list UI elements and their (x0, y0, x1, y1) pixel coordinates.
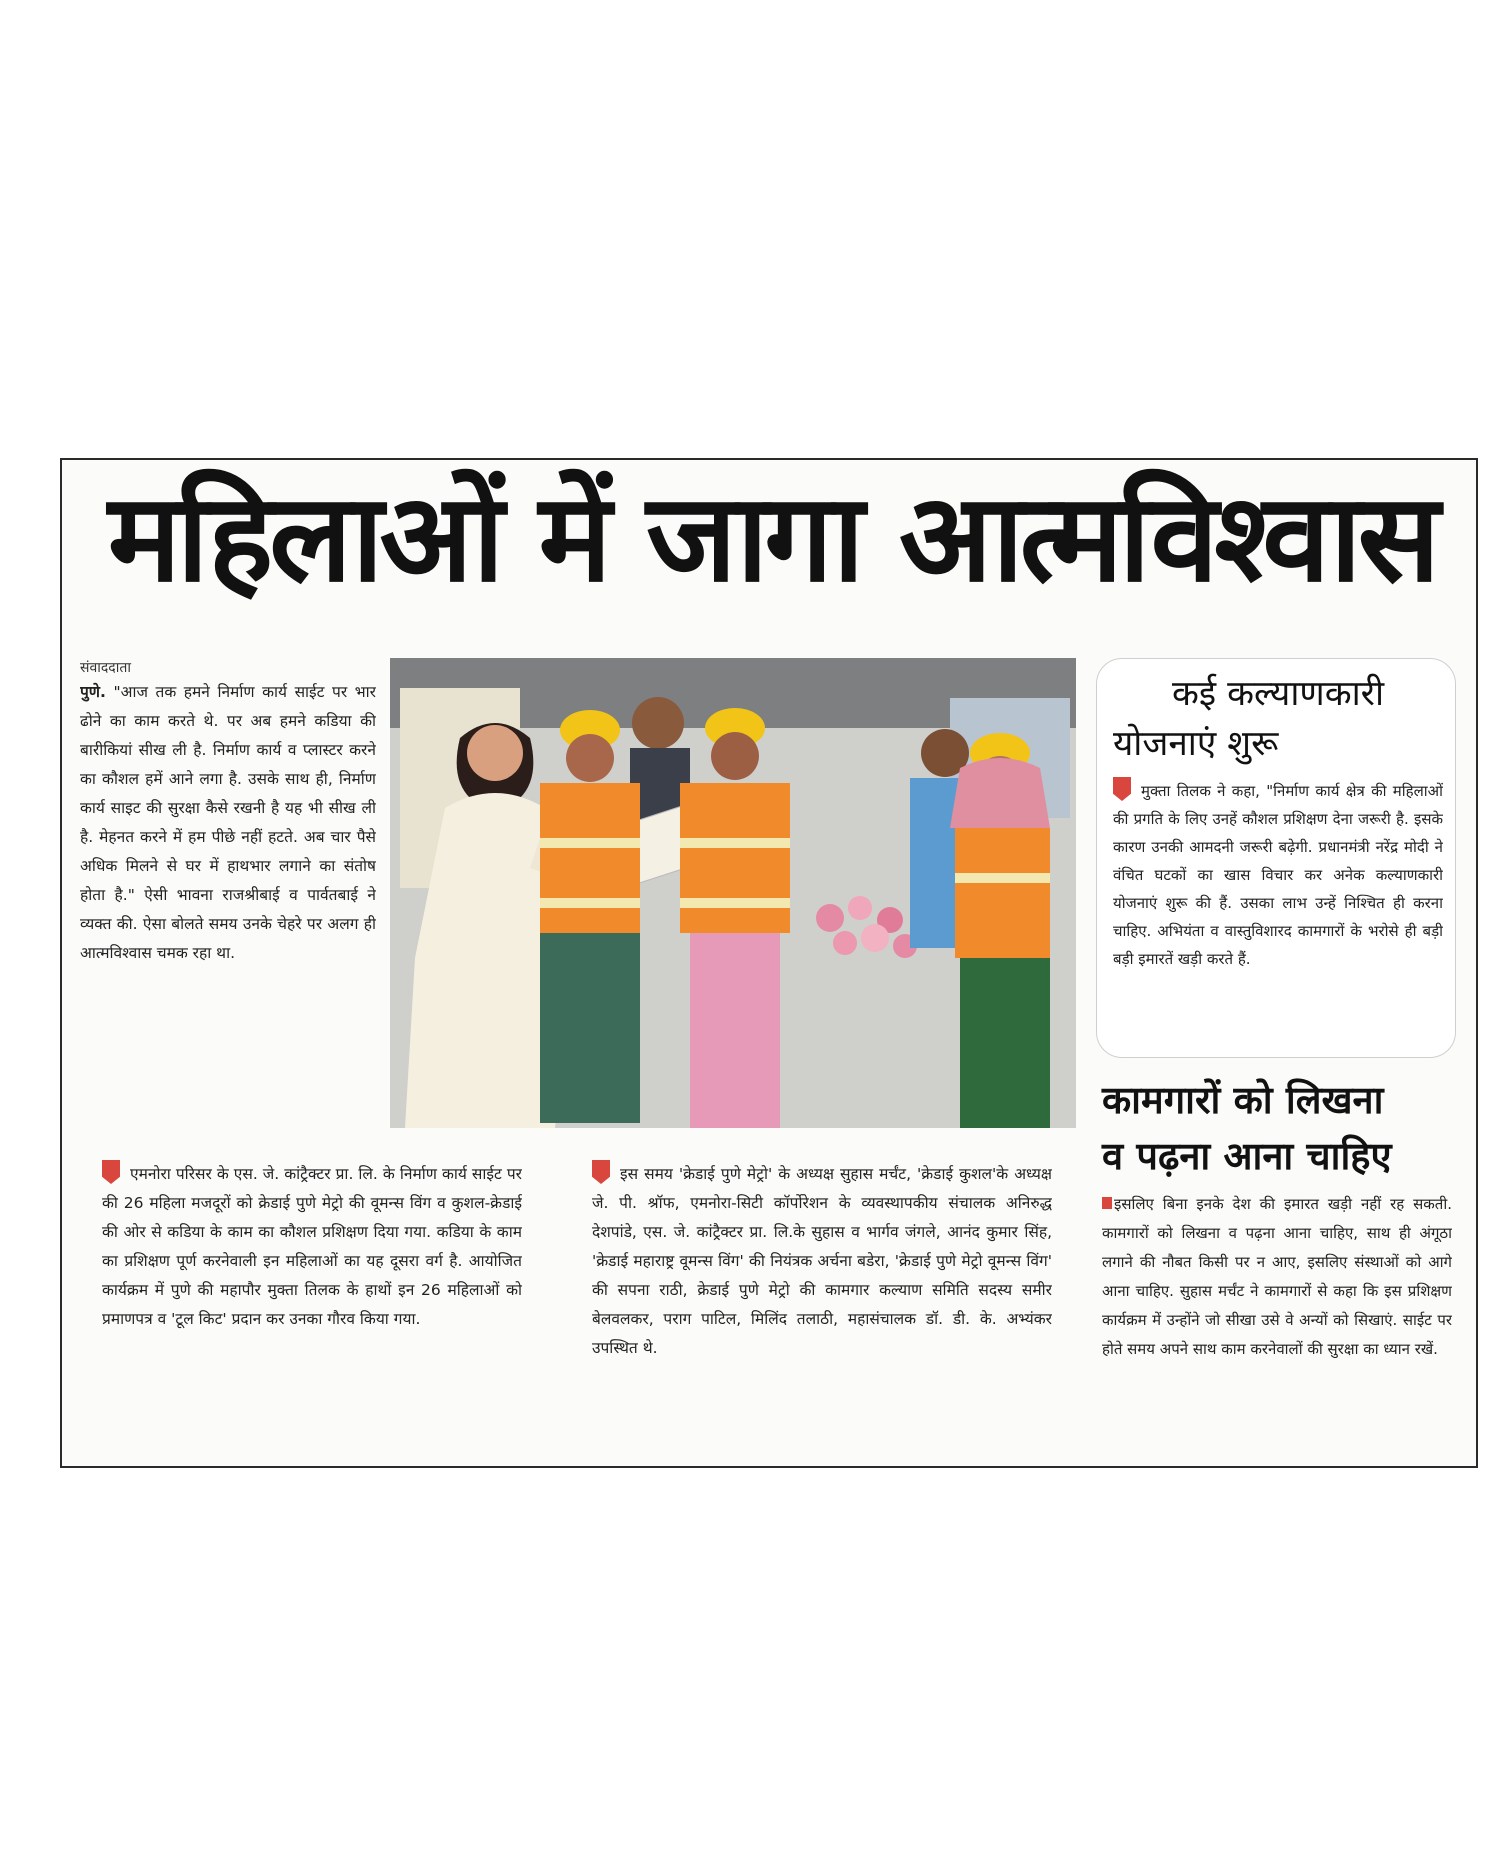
newspaper-clipping (60, 458, 1478, 1468)
bullet-marker (1102, 1197, 1112, 1209)
sidebar-box (1096, 658, 1456, 1058)
column-1 (80, 658, 376, 1134)
byline: संवाददाता (80, 660, 131, 676)
column-2 (102, 1160, 522, 1440)
bullet-marker (102, 1160, 120, 1184)
column-3-body: इस समय 'क्रेडाई पुणे मेट्रो' के अध्यक्ष सुहास मर्चंट, 'क्रेडाई कुशल'के अध्यक्ष जे. पी. श्रॉफ, एमनोरा-सिटी कॉर्पोरेशन के व्यवस्थापकीय संचालक अनिरुद्ध देशपांडे, एस. जे. कांट्रैक्टर प्रा. लि.के सुहास व भार्गव जंगले, आनंद कुमार सिंह, 'क्रेडाई महाराष्ट्र वूमन्स विंग' की नियंत्रक अर्चना बडेरा, 'क्रेडाई पुणे मेट्रो वूमन्स विंग' की सपना राठी, क्रेडाई पुणे मेट्रो की कामगार कल्याण समिति सदस्य समीर बेलवलकर, पराग पाटिल, मिलिंद तलाठी, महासंचालक डॉ. डी. के. अभ्यंकर उपस्थित थे. (592, 1165, 1052, 1357)
photo-illustration (390, 658, 1076, 1128)
sidebar-text (1113, 777, 1443, 1047)
right-lower-body: इसलिए बिना इनके देश की इमारत खड़ी नहीं रह सकती. कामगारों को लिखना व पढ़ना आना चाहिए, साथ ही अंगूठा लगाने की नौबत किसी पर न आए, इसलिए संस्थाओं को आगे आना चाहिए. सुहास मर्चंट ने कामगारों से कहा कि इस प्रशिक्षण कार्यक्रम में उन्होंने जो सीखा उसे वे अन्यों को सिखाएं. साईट पर होते समय अपने साथ काम करनेवालों की सुरक्षा का ध्यान रखें. (1102, 1195, 1452, 1358)
right-lower-heading (1102, 1072, 1462, 1184)
sidebar-heading (1113, 669, 1443, 769)
bullet-marker (1113, 777, 1131, 801)
column-1-body: "आज तक हमने निर्माण कार्य साईट पर भार ढोने का काम करते थे. पर अब हमने कडिया की बारीकियां सीख ली है. निर्माण कार्य व प्लास्टर करने का कौशल हमें आने लगा है. उसके साथ ही, निर्माण कार्य साइट की सुरक्षा कैसे रखनी है यह भी सीख ली है. मेहनत करने में हम पीछे नहीं हटते. अब चार पैसे अधिक मिलने से घर में हाथभार लगाने का संतोष होता है." ऐसी भावना राजश्रीबाई व पार्वतबाई ने व्यक्त की. ऐसा बोलते समय उनके चेहरे पर अलग ही आत्मविश्वास चमक रहा था. (80, 683, 376, 962)
column-1-text (80, 678, 376, 968)
bullet-marker (592, 1160, 610, 1184)
sidebar-heading-line-1: कई कल्याणकारी (1171, 674, 1385, 714)
headline: महिलाओं में जागा आत्मविश्वास (107, 468, 1437, 608)
sidebar-heading-line-2: योजनाएं शुरू (1113, 724, 1279, 764)
right-lower-heading-line-2: व पढ़ना आना चाहिए (1102, 1134, 1392, 1178)
column-2-body: एमनोरा परिसर के एस. जे. कांट्रैक्टर प्रा. लि. के निर्माण कार्य साईट पर की 26 महिला मजदूरों को क्रेडाई पुणे मेट्रो की वूमन्स विंग व कुशल-क्रेडाई की ओर से कडिया के काम का कौशल प्रशिक्षण दिया गया. कडिया के काम का प्रशिक्षण पूर्ण करनेवाली इन महिलाओं का यह दूसरा वर्ग है. आयोजित कार्यक्रम में पुणे की महापौर मुक्ता तिलक के हाथों इन 26 महिलाओं को प्रमाणपत्र व 'टूल किट' प्रदान कर उनका गौरव किया गया. (102, 1165, 522, 1328)
worker-woman-3 (950, 733, 1050, 1128)
dateline-city: पुणे. (80, 683, 106, 701)
event-photo (390, 658, 1076, 1128)
sidebar-body: मुक्ता तिलक ने कहा, "निर्माण कार्य क्षेत्र की महिलाओं की प्रगति के लिए उनहें कौशल प्रशिक्षण देना जरूरी है. इसके कारण उनकी आमदनी जरूरी बढ़ेगी. प्रधानमंत्री नरेंद्र मोदी ने वंचित घटकों का खास विचार कर अनेक कल्याणकारी योजनाएं शुरू की हैं. उसका लाभ उन्हें निश्चित ही करना चाहिए. अभियंता व वास्तुविशारद कामगारों के भरोसे ही बड़ी बड़ी इमारतें खड़ी करते हैं. (1113, 782, 1443, 968)
right-lower-text (1102, 1190, 1452, 1460)
column-3 (592, 1160, 1052, 1440)
right-lower-heading-line-1: कामगारों को लिखना (1102, 1078, 1384, 1122)
